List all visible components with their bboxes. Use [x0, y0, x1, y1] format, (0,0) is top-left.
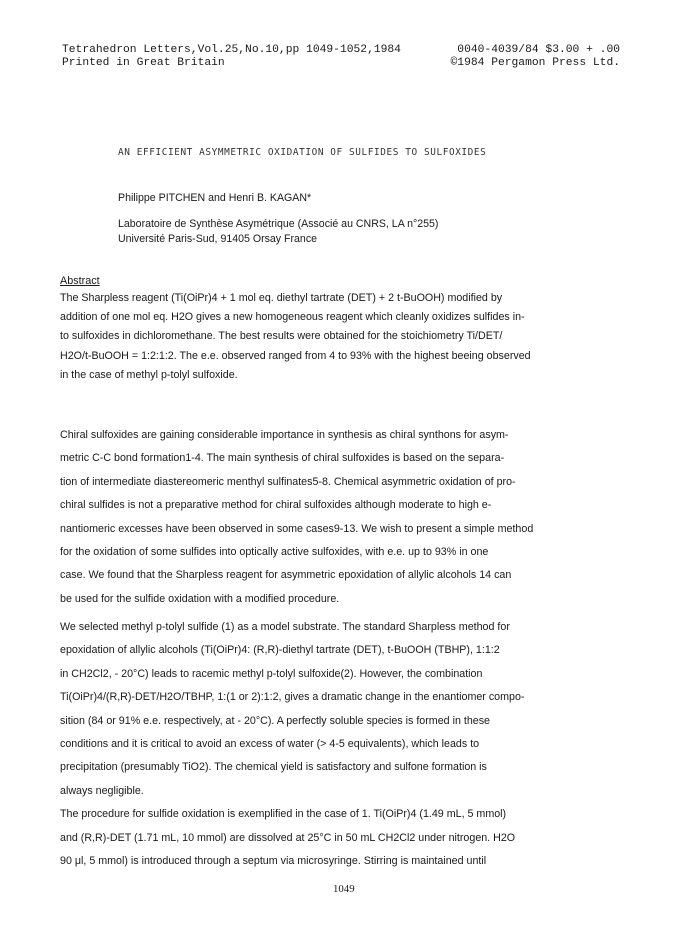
copyright: ©1984 Pergamon Press Ltd. — [450, 57, 620, 69]
body-line: Ti(OiPr)4/(R,R)-DET/H2O/TBHP, 1:(1 or 2):1:2, gives a dramatic change in the enantiomer compo- — [60, 691, 525, 704]
affiliation-line: Université Paris-Sud, 91405 Orsay France — [118, 233, 318, 245]
body-line: chiral sulfides is not a preparative method for chiral sulfoxides although moderate to high e- — [60, 499, 492, 512]
body-line: be used for the sulfide oxidation with a modified procedure. — [60, 592, 340, 605]
journal-header — [62, 44, 620, 70]
body-line: The procedure for sulfide oxidation is exemplified in the case of 1. Ti(OiPr)4 (1.49 mL, 5 mmol) — [60, 808, 507, 821]
body-line: metric C-C bond formation1-4. The main synthesis of chiral sulfoxides is based on the separa- — [60, 452, 505, 465]
abstract-line: addition of one mol eq. H2O gives a new homogeneous reagent which cleanly oxidizes sulfides in- — [60, 311, 525, 324]
body-line: conditions and it is critical to avoid an excess of water (> 4-5 equivalents), which leads to — [60, 737, 480, 750]
printed-in: Printed in Great Britain — [62, 57, 225, 69]
body-line: 90 μl, 5 mmol) is introduced through a septum via microsyringe. Stirring is maintained until — [60, 854, 487, 867]
body-line: in CH2Cl2, - 20°C) leads to racemic methyl p-tolyl sulfoxide(2). However, the combination — [60, 667, 483, 680]
body-line: and (R,R)-DET (1.71 mL, 10 mmol) are dissolved at 25°C in 50 mL CH2Cl2 under nitrogen. H2O — [60, 831, 516, 844]
abstract-heading: Abstract — [60, 275, 100, 287]
abstract-text — [60, 289, 531, 385]
body-line: for the oxidation of some sulfides into optically active sulfoxides, with e.e. up to 93% in one — [60, 545, 489, 558]
body-line: Chiral sulfoxides are gaining considerable importance in synthesis as chiral synthons for asym- — [60, 429, 509, 441]
body-line: nantiomeric excesses have been observed in some cases9-13. We wish to present a simple method — [60, 522, 534, 535]
paper-title: AN EFFICIENT ASYMMETRIC OXIDATION OF SULFIDES TO SULFOXIDES — [118, 147, 487, 158]
body-line: tion of intermediate diastereomeric menthyl sulfinates5-8. Chemical asymmetric oxidation of pro- — [60, 475, 516, 488]
authors: Philippe PITCHEN and Henri B. KAGAN* — [118, 192, 312, 204]
body-line: epoxidation of allylic alcohols (Ti(OiPr)4: (R,R)-diethyl tartrate (DET), t-BuOOH (TBHP), 1:1:2 — [60, 644, 500, 657]
price-code: 0040-4039/84 $3.00 + .00 — [457, 44, 620, 56]
body-paragraph-intro — [60, 424, 533, 611]
abstract-line: to sulfoxides in dichloromethane. The best results were obtained for the stoichiometry Ti/DET/ — [60, 330, 503, 343]
body-line: always negligible. — [60, 784, 144, 797]
body-paragraph-method — [60, 616, 524, 873]
affiliation — [118, 217, 438, 247]
affiliation-line: Laboratoire de Synthèse Asymétrique (Associé au CNRS, LA n°255) — [118, 218, 439, 230]
body-line: We selected methyl p-tolyl sulfide (1) as a model substrate. The standard Sharpless method for — [60, 621, 510, 633]
abstract-line: H2O/t-BuOOH = 1:2:1:2. The e.e. observed ranged from 4 to 93% with the highest beeing observed — [60, 349, 531, 362]
abstract-line: The Sharpless reagent (Ti(OiPr)4 + 1 mol eq. diethyl tartrate (DET) + 2 t-BuOOH) modified by — [60, 292, 503, 304]
body-line: precipitation (presumably TiO2). The chemical yield is satisfactory and sulfone formation is — [60, 761, 487, 774]
page-number: 1049 — [333, 883, 355, 895]
body-line: case. We found that the Sharpless reagent for asymmetric epoxidation of allylic alcohols 14 can — [60, 569, 512, 582]
body-line: sition (84 or 91% e.e. respectively, at - 20°C). A perfectly soluble species is formed in these — [60, 714, 490, 727]
journal-citation: Tetrahedron Letters,Vol.25,No.10,pp 1049-1052,1984 — [62, 44, 401, 56]
abstract-line: in the case of methyl p-tolyl sulfoxide. — [60, 368, 238, 381]
